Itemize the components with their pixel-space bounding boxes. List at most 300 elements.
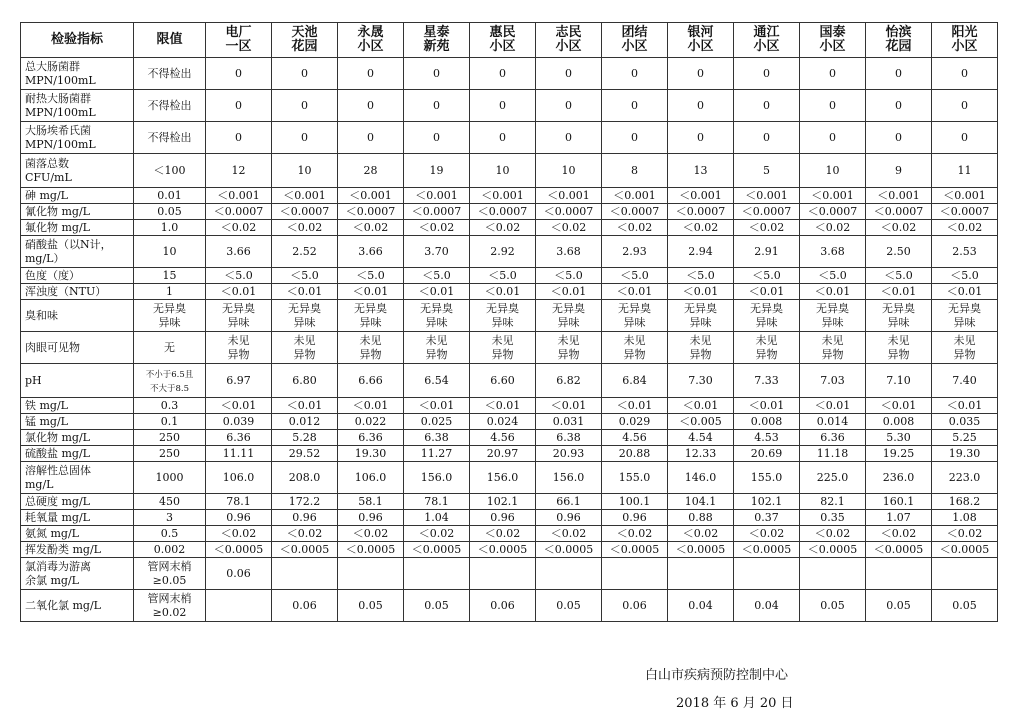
value-cell: 155.0	[602, 462, 668, 494]
value-cell: ＜0.01	[668, 398, 734, 414]
header-site: 永晟 小区	[338, 23, 404, 58]
value-cell: 20.88	[602, 446, 668, 462]
value-cell: ＜0.0007	[932, 204, 998, 220]
value-cell: ＜0.02	[470, 220, 536, 236]
value-cell: 0.05	[536, 590, 602, 622]
value-cell: ＜0.0007	[338, 204, 404, 220]
limit-cell: 无异臭 异味	[134, 300, 206, 332]
value-cell: 155.0	[734, 462, 800, 494]
value-cell: ＜0.02	[800, 526, 866, 542]
value-cell: ＜0.02	[866, 220, 932, 236]
value-cell: 156.0	[536, 462, 602, 494]
indicator-cell: 氯化物 mg/L	[21, 430, 134, 446]
table-row	[21, 462, 998, 494]
value-cell: 104.1	[668, 494, 734, 510]
value-cell: ＜5.0	[536, 268, 602, 284]
value-cell: 0.06	[470, 590, 536, 622]
value-cell: 6.80	[272, 364, 338, 398]
value-cell	[668, 558, 734, 590]
indicator-cell: 氯消毒为游离 余氯 mg/L	[21, 558, 134, 590]
value-cell: 0	[932, 90, 998, 122]
limit-cell: 10	[134, 236, 206, 268]
value-cell: 6.38	[536, 430, 602, 446]
table-row	[21, 430, 998, 446]
value-cell: ＜0.01	[206, 398, 272, 414]
value-cell: 58.1	[338, 494, 404, 510]
value-cell: 5	[734, 154, 800, 188]
value-cell: 20.93	[536, 446, 602, 462]
header-indicator: 检验指标	[21, 23, 134, 58]
header-site: 银河 小区	[668, 23, 734, 58]
value-cell	[602, 558, 668, 590]
value-cell: 12.33	[668, 446, 734, 462]
value-cell: 0.014	[800, 414, 866, 430]
value-cell: ＜0.0005	[272, 542, 338, 558]
indicator-cell: 砷 mg/L	[21, 188, 134, 204]
limit-cell: 0.002	[134, 542, 206, 558]
value-cell: 无异臭 异味	[404, 300, 470, 332]
value-cell: 7.10	[866, 364, 932, 398]
value-cell: 4.53	[734, 430, 800, 446]
value-cell: 0	[404, 58, 470, 90]
value-cell: ＜0.02	[404, 220, 470, 236]
value-cell: ＜0.005	[668, 414, 734, 430]
value-cell: ＜5.0	[932, 268, 998, 284]
value-cell: ＜0.0005	[734, 542, 800, 558]
indicator-cell: 耐热大肠菌群 MPN/100mL	[21, 90, 134, 122]
value-cell: ＜5.0	[668, 268, 734, 284]
value-cell	[536, 558, 602, 590]
value-cell: ＜0.01	[734, 398, 800, 414]
value-cell: 6.84	[602, 364, 668, 398]
value-cell: 0	[866, 58, 932, 90]
value-cell: 3.70	[404, 236, 470, 268]
limit-cell: 管网末梢 ≥0.05	[134, 558, 206, 590]
value-cell	[866, 558, 932, 590]
value-cell: 19.25	[866, 446, 932, 462]
header-site: 团结 小区	[602, 23, 668, 58]
value-cell: ＜0.01	[800, 398, 866, 414]
value-cell: 0.06	[602, 590, 668, 622]
indicator-cell: 色度（度）	[21, 268, 134, 284]
value-cell: 0	[800, 58, 866, 90]
value-cell: 0.96	[338, 510, 404, 526]
value-cell: 无异臭 异味	[206, 300, 272, 332]
value-cell: 11.27	[404, 446, 470, 462]
value-cell: 0	[800, 122, 866, 154]
value-cell	[404, 558, 470, 590]
value-cell: 7.03	[800, 364, 866, 398]
value-cell: 11.11	[206, 446, 272, 462]
table-row	[21, 590, 998, 622]
value-cell: ＜5.0	[470, 268, 536, 284]
value-cell: 4.54	[668, 430, 734, 446]
value-cell: 6.82	[536, 364, 602, 398]
value-cell: 28	[338, 154, 404, 188]
value-cell: 0.031	[536, 414, 602, 430]
indicator-cell: 铁 mg/L	[21, 398, 134, 414]
value-cell: 无异臭 异味	[668, 300, 734, 332]
value-cell: ＜0.01	[932, 398, 998, 414]
header-site: 天池 花园	[272, 23, 338, 58]
limit-cell: 250	[134, 446, 206, 462]
value-cell: 0	[536, 58, 602, 90]
value-cell: 0	[404, 90, 470, 122]
value-cell: ＜0.01	[932, 284, 998, 300]
table-row	[21, 58, 998, 90]
value-cell: ＜0.02	[932, 220, 998, 236]
value-cell: 5.28	[272, 430, 338, 446]
value-cell: ＜0.01	[668, 284, 734, 300]
value-cell: 82.1	[800, 494, 866, 510]
value-cell: 0.035	[932, 414, 998, 430]
value-cell: ＜0.02	[734, 526, 800, 542]
value-cell: 1.07	[866, 510, 932, 526]
organization-signature: 白山市疾病预防控制中心	[645, 668, 789, 683]
value-cell: ＜0.02	[272, 526, 338, 542]
table-row	[21, 154, 998, 188]
table-row	[21, 364, 998, 398]
value-cell: 9	[866, 154, 932, 188]
value-cell: 0	[470, 90, 536, 122]
value-cell: ＜0.01	[602, 398, 668, 414]
value-cell: 0	[602, 122, 668, 154]
value-cell: 0	[470, 58, 536, 90]
value-cell: 106.0	[206, 462, 272, 494]
value-cell: ＜0.0007	[272, 204, 338, 220]
value-cell: 未见 异物	[932, 332, 998, 364]
value-cell: 0	[866, 122, 932, 154]
table-header-row	[21, 23, 998, 58]
table-row	[21, 220, 998, 236]
value-cell: 0.039	[206, 414, 272, 430]
value-cell: 225.0	[800, 462, 866, 494]
value-cell	[338, 558, 404, 590]
value-cell: ＜0.02	[734, 220, 800, 236]
header-site: 国泰 小区	[800, 23, 866, 58]
value-cell: 无异臭 异味	[536, 300, 602, 332]
value-cell: 6.66	[338, 364, 404, 398]
indicator-cell: 耗氧量 mg/L	[21, 510, 134, 526]
header-site: 电厂 一区	[206, 23, 272, 58]
header-site: 志民 小区	[536, 23, 602, 58]
report-date: 2018 年 6 月 20 日	[676, 696, 794, 711]
limit-cell: 0.3	[134, 398, 206, 414]
value-cell: ＜0.0007	[668, 204, 734, 220]
limit-cell: 不得检出	[134, 90, 206, 122]
value-cell: ＜0.0007	[866, 204, 932, 220]
limit-cell: 0.5	[134, 526, 206, 542]
value-cell: ＜0.001	[470, 188, 536, 204]
value-cell: ＜0.001	[866, 188, 932, 204]
value-cell: ＜0.02	[206, 220, 272, 236]
value-cell: ＜0.01	[404, 398, 470, 414]
value-cell: 0	[734, 90, 800, 122]
value-cell: 0	[734, 122, 800, 154]
value-cell: 未见 异物	[470, 332, 536, 364]
value-cell: ＜0.0005	[404, 542, 470, 558]
value-cell: 10	[800, 154, 866, 188]
value-cell: 10	[272, 154, 338, 188]
table-row	[21, 414, 998, 430]
value-cell: 106.0	[338, 462, 404, 494]
value-cell: 未见 异物	[272, 332, 338, 364]
value-cell: 11.18	[800, 446, 866, 462]
water-quality-table	[20, 22, 998, 622]
value-cell: ＜5.0	[404, 268, 470, 284]
value-cell: ＜5.0	[272, 268, 338, 284]
value-cell: 0.012	[272, 414, 338, 430]
value-cell: ＜0.01	[206, 284, 272, 300]
value-cell: ＜0.02	[404, 526, 470, 542]
value-cell: 2.50	[866, 236, 932, 268]
value-cell: ＜0.0005	[602, 542, 668, 558]
indicator-cell: 总大肠菌群 MPN/100mL	[21, 58, 134, 90]
value-cell: 0	[932, 58, 998, 90]
value-cell: 0	[866, 90, 932, 122]
value-cell: ＜0.01	[338, 284, 404, 300]
value-cell: ＜0.0005	[470, 542, 536, 558]
value-cell: ＜0.0005	[866, 542, 932, 558]
value-cell: 208.0	[272, 462, 338, 494]
value-cell: 223.0	[932, 462, 998, 494]
value-cell: 0.96	[206, 510, 272, 526]
value-cell: ＜0.01	[272, 398, 338, 414]
value-cell: ＜0.0007	[206, 204, 272, 220]
value-cell: 0.35	[800, 510, 866, 526]
value-cell: 0	[272, 122, 338, 154]
limit-cell: 3	[134, 510, 206, 526]
value-cell: ＜5.0	[602, 268, 668, 284]
indicator-cell: 挥发酚类 mg/L	[21, 542, 134, 558]
value-cell: 未见 异物	[206, 332, 272, 364]
value-cell: 0.04	[668, 590, 734, 622]
value-cell: 0	[800, 90, 866, 122]
value-cell: 未见 异物	[734, 332, 800, 364]
indicator-cell: 菌落总数 CFU/mL	[21, 154, 134, 188]
value-cell: 102.1	[470, 494, 536, 510]
value-cell: 0	[206, 58, 272, 90]
value-cell	[470, 558, 536, 590]
value-cell: 3.68	[800, 236, 866, 268]
value-cell: 3.66	[338, 236, 404, 268]
value-cell: 未见 异物	[668, 332, 734, 364]
value-cell: 78.1	[404, 494, 470, 510]
value-cell: 0.05	[800, 590, 866, 622]
value-cell: 0.05	[404, 590, 470, 622]
value-cell: 3.68	[536, 236, 602, 268]
header-site: 通江 小区	[734, 23, 800, 58]
value-cell: 6.38	[404, 430, 470, 446]
value-cell: 2.91	[734, 236, 800, 268]
value-cell: ＜0.02	[932, 526, 998, 542]
value-cell: 146.0	[668, 462, 734, 494]
value-cell: ＜0.001	[338, 188, 404, 204]
value-cell: ＜0.01	[470, 284, 536, 300]
indicator-cell: 溶解性总固体 mg/L	[21, 462, 134, 494]
value-cell: 168.2	[932, 494, 998, 510]
value-cell: 19.30	[338, 446, 404, 462]
value-cell: 0.96	[536, 510, 602, 526]
indicator-cell: 肉眼可见物	[21, 332, 134, 364]
value-cell: 未见 异物	[404, 332, 470, 364]
table-row	[21, 446, 998, 462]
value-cell: 无异臭 异味	[932, 300, 998, 332]
value-cell: 0.024	[470, 414, 536, 430]
value-cell: 19.30	[932, 446, 998, 462]
value-cell: 0	[404, 122, 470, 154]
indicator-cell: 锰 mg/L	[21, 414, 134, 430]
value-cell: 未见 异物	[602, 332, 668, 364]
value-cell: 0.008	[866, 414, 932, 430]
value-cell: 未见 异物	[800, 332, 866, 364]
value-cell: 0.04	[734, 590, 800, 622]
value-cell: 0.05	[932, 590, 998, 622]
value-cell: ＜0.02	[668, 526, 734, 542]
value-cell: 0.025	[404, 414, 470, 430]
value-cell: 0	[338, 58, 404, 90]
value-cell: 0	[470, 122, 536, 154]
value-cell: 0	[668, 58, 734, 90]
limit-cell: 1.0	[134, 220, 206, 236]
value-cell: ＜0.01	[602, 284, 668, 300]
value-cell: ＜0.001	[206, 188, 272, 204]
value-cell: 0.022	[338, 414, 404, 430]
value-cell: 5.30	[866, 430, 932, 446]
value-cell: 0.88	[668, 510, 734, 526]
limit-cell: 0.05	[134, 204, 206, 220]
indicator-cell: 二氧化氯 mg/L	[21, 590, 134, 622]
value-cell: 0.008	[734, 414, 800, 430]
value-cell: 2.94	[668, 236, 734, 268]
value-cell: 4.56	[602, 430, 668, 446]
header-limit: 限值	[134, 23, 206, 58]
value-cell: 0.06	[272, 590, 338, 622]
value-cell: ＜0.0007	[536, 204, 602, 220]
value-cell: 7.30	[668, 364, 734, 398]
value-cell: ＜0.01	[536, 398, 602, 414]
limit-cell: 无	[134, 332, 206, 364]
value-cell: 4.56	[470, 430, 536, 446]
value-cell: 0.96	[272, 510, 338, 526]
value-cell: 2.92	[470, 236, 536, 268]
value-cell: 0	[602, 58, 668, 90]
limit-cell: 不得检出	[134, 58, 206, 90]
indicator-cell: 氰化物 mg/L	[21, 204, 134, 220]
table-row	[21, 398, 998, 414]
value-cell	[932, 558, 998, 590]
value-cell: 7.40	[932, 364, 998, 398]
value-cell: 0	[536, 90, 602, 122]
value-cell: 0.029	[602, 414, 668, 430]
value-cell: 156.0	[404, 462, 470, 494]
indicator-cell: 臭和味	[21, 300, 134, 332]
value-cell: 无异臭 异味	[272, 300, 338, 332]
value-cell: ＜0.01	[734, 284, 800, 300]
value-cell: ＜0.01	[800, 284, 866, 300]
table-row	[21, 558, 998, 590]
value-cell: ＜0.02	[338, 526, 404, 542]
value-cell: 0	[536, 122, 602, 154]
value-cell: ＜0.02	[602, 220, 668, 236]
value-cell: ＜0.001	[404, 188, 470, 204]
value-cell: ＜5.0	[206, 268, 272, 284]
table-row	[21, 332, 998, 364]
table-row	[21, 542, 998, 558]
value-cell: 0.06	[206, 558, 272, 590]
header-site: 惠民 小区	[470, 23, 536, 58]
limit-cell: 0.1	[134, 414, 206, 430]
limit-cell: 1	[134, 284, 206, 300]
value-cell: ＜0.01	[404, 284, 470, 300]
value-cell: 1.08	[932, 510, 998, 526]
value-cell: ＜0.02	[536, 526, 602, 542]
value-cell: ＜0.001	[668, 188, 734, 204]
value-cell: ＜0.0007	[734, 204, 800, 220]
value-cell: 无异臭 异味	[338, 300, 404, 332]
value-cell: 7.33	[734, 364, 800, 398]
value-cell: ＜5.0	[338, 268, 404, 284]
value-cell: 0	[668, 90, 734, 122]
value-cell: 6.36	[800, 430, 866, 446]
value-cell: ＜0.02	[338, 220, 404, 236]
value-cell: 13	[668, 154, 734, 188]
value-cell: 0	[206, 122, 272, 154]
value-cell: 20.69	[734, 446, 800, 462]
value-cell: 0.05	[338, 590, 404, 622]
value-cell: 156.0	[470, 462, 536, 494]
header-site: 怡滨 花园	[866, 23, 932, 58]
limit-cell: ＜100	[134, 154, 206, 188]
indicator-cell: 总硬度 mg/L	[21, 494, 134, 510]
value-cell: 6.97	[206, 364, 272, 398]
value-cell: ＜0.01	[272, 284, 338, 300]
limit-cell: 管网末梢 ≥0.02	[134, 590, 206, 622]
value-cell: 0.96	[470, 510, 536, 526]
value-cell: ＜0.001	[800, 188, 866, 204]
value-cell: ＜0.01	[866, 398, 932, 414]
indicator-cell: 氨氮 mg/L	[21, 526, 134, 542]
value-cell: 0	[272, 58, 338, 90]
value-cell: ＜0.01	[470, 398, 536, 414]
value-cell: 0	[272, 90, 338, 122]
value-cell: ＜0.02	[272, 220, 338, 236]
value-cell: ＜0.02	[536, 220, 602, 236]
table-row	[21, 236, 998, 268]
value-cell: ＜0.01	[536, 284, 602, 300]
value-cell: ＜0.0005	[800, 542, 866, 558]
value-cell: ＜0.02	[206, 526, 272, 542]
table-row	[21, 284, 998, 300]
table-row	[21, 268, 998, 284]
value-cell: 2.53	[932, 236, 998, 268]
header-site: 阳光 小区	[932, 23, 998, 58]
value-cell: 100.1	[602, 494, 668, 510]
indicator-cell: 硫酸盐 mg/L	[21, 446, 134, 462]
value-cell: 66.1	[536, 494, 602, 510]
value-cell: 172.2	[272, 494, 338, 510]
value-cell: 无异臭 异味	[470, 300, 536, 332]
limit-cell: 1000	[134, 462, 206, 494]
value-cell: ＜0.01	[866, 284, 932, 300]
value-cell: 0	[338, 90, 404, 122]
value-cell: ＜0.001	[536, 188, 602, 204]
value-cell: ＜5.0	[800, 268, 866, 284]
table-row	[21, 204, 998, 220]
value-cell: ＜0.02	[800, 220, 866, 236]
limit-cell: 不小于6.5且 不大于8.5	[134, 364, 206, 398]
indicator-cell: 硝酸盐（以N计， mg/L）	[21, 236, 134, 268]
